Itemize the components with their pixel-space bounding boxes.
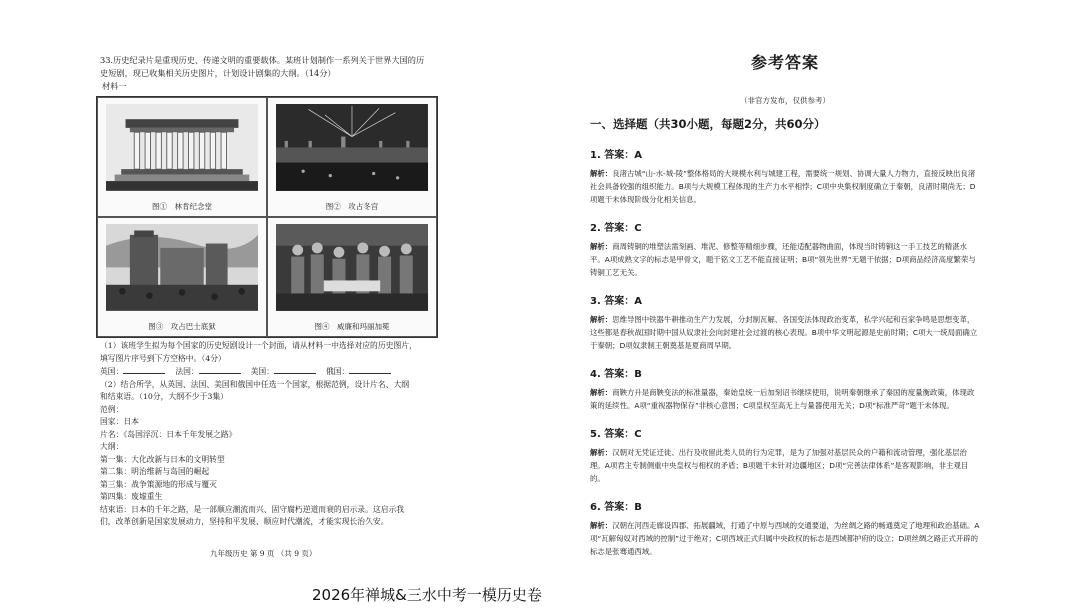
answer-heading: 4. 答案：B bbox=[590, 369, 642, 380]
question-line: 史短剧，现已收集相关历史图片，计划设计剧集的大纲。（14分） bbox=[100, 67, 336, 78]
question-line: 33.历史纪录片是重现历史、传递文明的重要载体。某班计划制作一系列关于世界大国的历 bbox=[100, 55, 425, 65]
country-blanks bbox=[100, 365, 440, 379]
bastille-image bbox=[106, 224, 258, 311]
answer-blank[interactable] bbox=[199, 365, 241, 374]
example-line: 们，改革创新是国家发展动力，坚持和平发展、顺应时代潮流，才能实现长治久安。 bbox=[100, 517, 389, 526]
figure-caption-1: 图① 林肯纪念堂 bbox=[152, 202, 212, 211]
answer-explanation bbox=[590, 240, 980, 279]
country-label: 法国： bbox=[175, 367, 199, 376]
page-footer: 九年级历史 第 9 页 （共 9 页） bbox=[210, 549, 317, 558]
example-line: 结束语：日本的千年之路，是一部顺应潮流而兴、固守腐朽逆道而衰的启示录。这启示我 bbox=[100, 504, 405, 514]
explanation-label: 解析： bbox=[590, 388, 613, 397]
example-line: 范例： bbox=[100, 404, 124, 414]
answer-item bbox=[590, 219, 980, 279]
figure-bastille bbox=[97, 217, 267, 337]
explanation-label: 解析： bbox=[590, 169, 613, 178]
answer-item bbox=[590, 498, 980, 558]
answer-item bbox=[590, 292, 980, 352]
answer-heading: 6. 答案：B bbox=[590, 502, 642, 513]
figure-grid bbox=[96, 96, 438, 338]
country-label: 美国： bbox=[250, 367, 275, 376]
subq1-line: 填写图片序号到下方空格中。（4分） bbox=[100, 353, 226, 363]
answer-blank[interactable] bbox=[123, 365, 165, 374]
explanation-body: 思维导图中铁器牛耕推动生产力发展，分封制瓦解、各国变法体现政治变革，私学兴起和百家争鸣是思想变革，这些都是春秋战国时期中国从奴隶社会向封建社会过渡的核心表现。B项中华文明起源是史前时期；C项大一统局面确立于秦朝；D项奴隶制王朝奠基是夏商周早期。 bbox=[590, 315, 978, 350]
coronation-image bbox=[276, 224, 428, 311]
explanation-label: 解析： bbox=[590, 242, 613, 251]
explanation-body: 商周铸铜的堆塑法需刻画、堆泥、修整等精细步骤，还能适配器物曲面，体现当时铸铜这一手工技艺的精湛水平。A项成熟文字的标志是甲骨文，题干铭文工艺不能直接证明；B项“领先世界”无题干依据；D项商品经济高度繁荣与铸铜工艺无关。 bbox=[590, 242, 976, 277]
answer-item bbox=[590, 365, 980, 412]
figure-caption-4: 图④ 威廉和玛丽加冕 bbox=[314, 322, 390, 331]
section-heading: 一、选择题（共30小题，每题2分，共60分） bbox=[590, 117, 826, 131]
answer-item bbox=[590, 146, 980, 206]
answer-explanation bbox=[590, 519, 980, 558]
country-label: 俄国： bbox=[325, 367, 350, 376]
answer-key bbox=[590, 50, 980, 571]
explanation-label: 解析： bbox=[590, 448, 613, 457]
figure-caption-3: 图③ 攻占巴士底狱 bbox=[148, 322, 216, 331]
explanation-body: 良渚古城“山-水-城-陵”整体格局的大规模水利与城建工程，需要统一规划、协调大量人力物力，直接反映出良渚社会具备较强的组织能力。B项与大规模工程体现的生产力水平相悖；C项中央集权制度确立于秦朝，良渚时期尚无；D项题干未体现阶级分化相关信息。 bbox=[590, 169, 976, 204]
explanation-body: 商鞅方升是商鞅变法的标准量器，秦始皇统一后加刻诏书继续使用，说明秦朝继承了秦国的度量衡政策，体现政策的延续性。A项“重视器物保存”非核心意图；C项皇权至高无上与量器使用无关；D项“标准严苛”题干未体现。 bbox=[590, 388, 975, 410]
answer-explanation bbox=[590, 446, 980, 485]
answer-item bbox=[590, 425, 980, 485]
explanation-body: 汉朝在河西走廊设四郡、拓展疆域，打通了中原与西域的交通要道，为丝绸之路的畅通奠定了地理和政治基础。A项“瓦解匈奴对西域的控制”过于绝对；C项西域正式归属中央政权的标志是西域都护府的设立；D项丝绸之路正式开辟的标志是张骞通西域。 bbox=[590, 521, 980, 556]
image-caption: 2026年禅城&三水中考一模历史卷 bbox=[312, 586, 542, 604]
example-line: 大纲： bbox=[100, 442, 124, 451]
example-line: 第二集：明治维新与岛国的崛起 bbox=[100, 467, 210, 476]
figure-william-mary-coronation bbox=[267, 217, 437, 337]
figure-winter-palace bbox=[267, 97, 437, 217]
material-label: 材料一 bbox=[102, 81, 127, 91]
answer-heading: 2. 答案：C bbox=[590, 223, 642, 234]
lincoln-memorial-image bbox=[106, 104, 258, 191]
answer-title: 参考答案 bbox=[750, 53, 819, 72]
figure-caption-2: 图② 攻占冬宫 bbox=[325, 202, 379, 211]
example-line: 第四集：废墟重生 bbox=[100, 492, 163, 501]
subq2-line: （2）结合所学，从英国、法国、美国和俄国中任选一个国家，根据范例，设计片名、大纲 bbox=[100, 379, 410, 389]
question-33-intro bbox=[100, 54, 440, 92]
example-line: 片名：《岛国浮沉：日本千年发展之路》 bbox=[100, 429, 237, 439]
explanation-body: 汉朝对无凭证迁徙、出行及收留此类人员的行为定罪，是为了加强对基层民众的户籍和流动管理，强化基层治理。A项君主专制侧重中央皇权与相权的矛盾；B项题干未针对边疆地区；D项“完善法律体系”是客观影响，非主观目的。 bbox=[590, 448, 969, 483]
explanation-label: 解析： bbox=[590, 521, 613, 530]
answer-blank[interactable] bbox=[349, 365, 391, 374]
answer-blank[interactable] bbox=[274, 365, 316, 374]
figure-lincoln-memorial bbox=[97, 97, 267, 217]
answer-explanation bbox=[590, 313, 980, 352]
answer-explanation bbox=[590, 386, 980, 412]
explanation-label: 解析： bbox=[590, 315, 613, 324]
answer-heading: 1. 答案：A bbox=[590, 150, 642, 161]
answer-explanation bbox=[590, 167, 980, 206]
subq2-line: 和结束语。（10分，大纲不少于3集） bbox=[100, 392, 228, 401]
example-line: 第三集：战争策源地的形成与覆灭 bbox=[100, 479, 217, 489]
answer-heading: 5. 答案：C bbox=[590, 429, 642, 440]
subq1-line: （1）该班学生拟为每个国家的历史短剧设计一个封面，请从材料一中选择对应的历史图片， bbox=[100, 341, 417, 350]
country-label: 英国： bbox=[100, 367, 124, 376]
question-33-subquestions bbox=[100, 340, 440, 529]
example-line: 国家：日本 bbox=[100, 417, 139, 426]
winter-palace-image bbox=[276, 104, 428, 191]
answer-heading: 3. 答案：A bbox=[590, 296, 642, 307]
answer-subtitle: （非官方发布，仅供参考） bbox=[740, 96, 830, 105]
example-line: 第一集：大化改新与日本的文明转型 bbox=[100, 454, 225, 464]
